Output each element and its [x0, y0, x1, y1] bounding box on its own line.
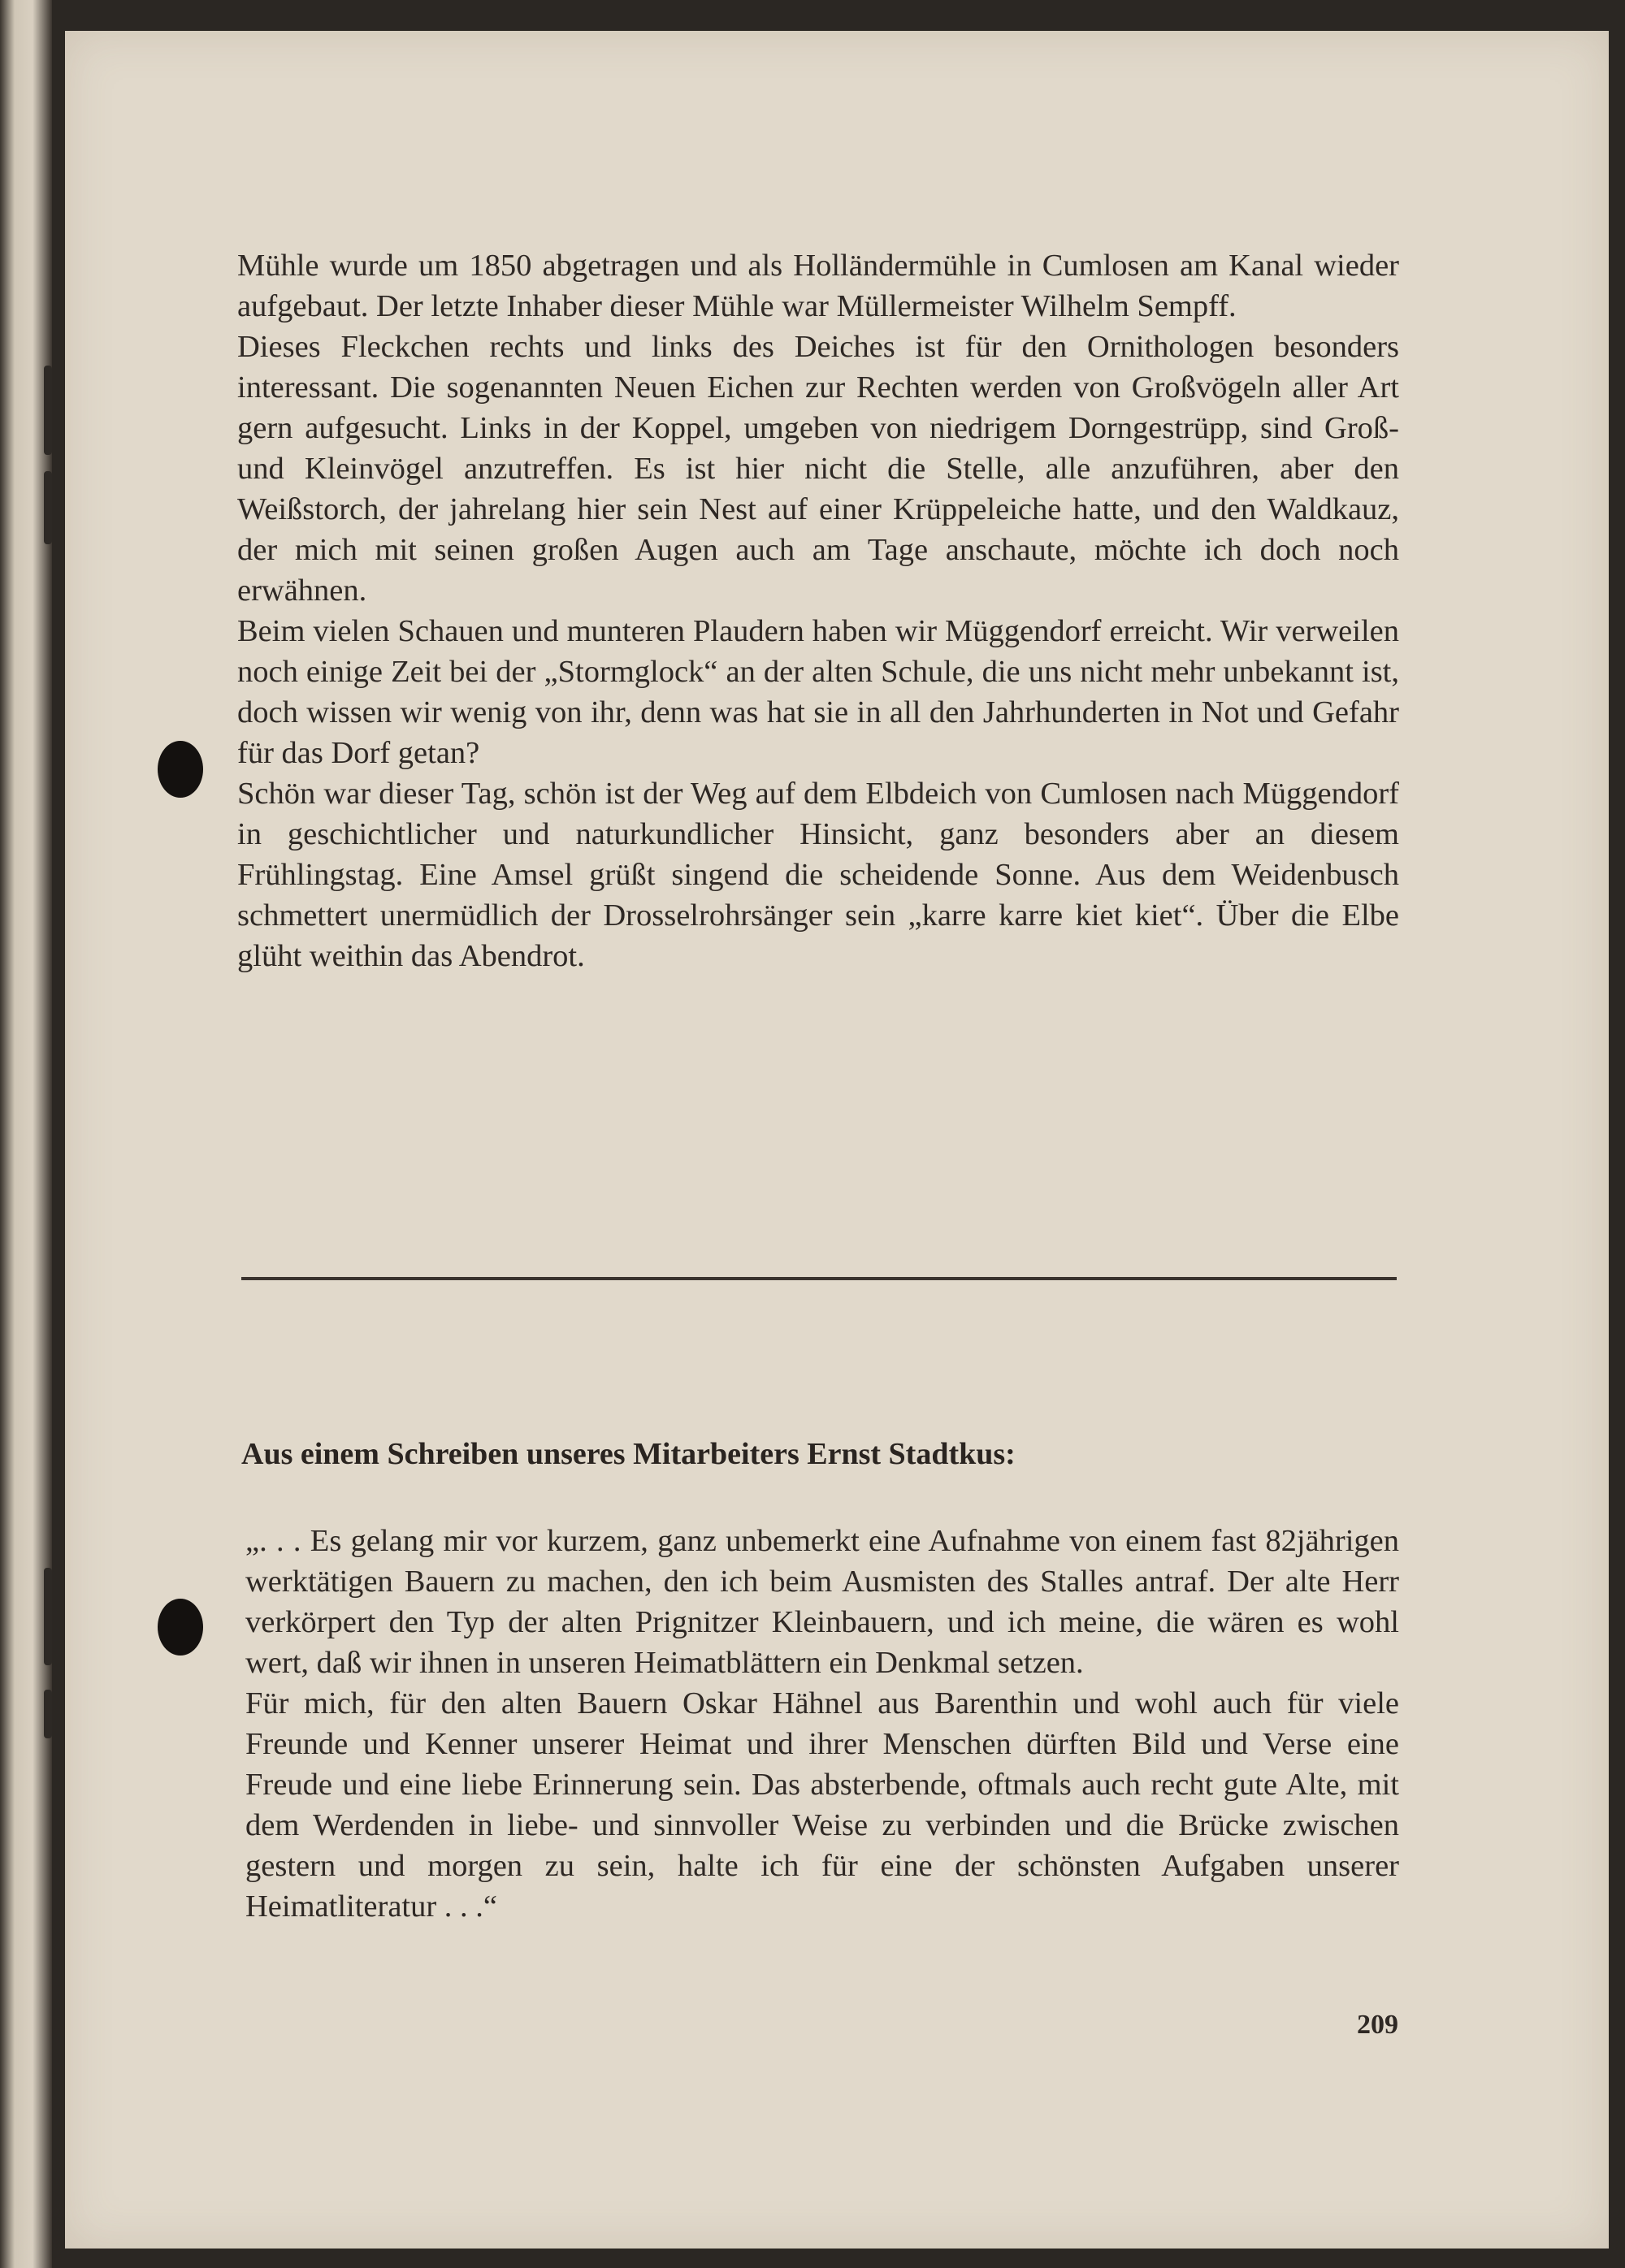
letter-heading: Aus einem Schreiben unseres Mitarbeiters Ernst Stadtkus:	[241, 1437, 1016, 1471]
letter-paragraph: „. . . Es gelang mir vor kurzem, ganz unbemerkt eine Aufnahme von einem fast 82jährigen werktätigen Bauern zu machen, den ich beim Ausmisten des Stalles antraf. Der alte Herr verkörpert den Typ der alten Prignitzer Kleinbauern, und ich meine, die wären es wohl wert, daß wir ihnen in unseren Heimatblättern ein Denkmal setzen.	[245, 1524, 1399, 1680]
letter-text	[245, 1521, 1399, 1927]
staple-mark	[44, 366, 52, 455]
staple-mark	[44, 1690, 52, 1738]
section-divider	[241, 1277, 1397, 1280]
punch-hole	[158, 1599, 203, 1656]
body-text	[237, 245, 1399, 976]
body-paragraph: Schön war dieser Tag, schön ist der Weg auf dem Elbdeich von Cumlosen nach Müggendorf in geschichtlicher und naturkundlicher Hinsicht, ganz besonders aber an diesem Frühlingstag. Eine Amsel grüßt singend die scheidende Sonne. Aus dem Weidenbusch schmettert unermüdlich der Drosselrohrsänger sein „karre karre kiet kiet“. Über die Elbe glüht weithin das Abendrot.	[237, 777, 1399, 973]
body-paragraph: Dieses Fleckchen rechts und links des Deiches ist für den Ornithologen besonders interessant. Die sogenannten Neuen Eichen zur Rechten werden von Großvögeln aller Art gern aufgesucht. Links in der Koppel, umgeben von niedrigem Dorngestrüpp, sind Groß- und Kleinvögel anzutreffen. Es ist hier nicht die Stelle, alle anzuführen, aber den Weißstorch, der jahrelang hier sein Nest auf einer Krüppeleiche hatte, und den Waldkauz, der mich mit seinen großen Augen auch am Tage anschaute, möchte ich doch noch erwähnen.	[237, 330, 1399, 608]
binding-edge	[0, 0, 52, 2268]
body-paragraph: Mühle wurde um 1850 abgetragen und als Holländermühle in Cumlosen am Kanal wieder aufgebaut. Der letzte Inhaber dieser Mühle war Müllermeister Wilhelm Sempff.	[237, 249, 1399, 323]
page-number: 209	[1357, 2010, 1398, 2040]
punch-hole	[158, 741, 203, 798]
staple-mark	[44, 1568, 52, 1665]
letter-paragraph: Für mich, für den alten Bauern Oskar Hähnel aus Barenthin und wohl auch für viele Freunde und Kenner unserer Heimat und ihrer Menschen dürften Bild und Verse eine Freude und eine liebe Erinnerung sein. Das absterbende, oftmals auch recht gute Alte, mit dem Werdenden in liebe- und sinnvoller Weise zu verbinden und die Brücke zwischen gestern und morgen zu sein, halte ich für eine der schönsten Aufgaben unserer Heimatliteratur . . .“	[245, 1686, 1399, 1924]
staple-mark	[44, 471, 52, 544]
body-paragraph: Beim vielen Schauen und munteren Plaudern haben wir Müggendorf erreicht. Wir verweilen noch einige Zeit bei der „Stormglock“ an der alten Schule, die uns nicht mehr unbekannt ist, doch wissen wir wenig von ihr, denn was hat sie in all den Jahrhunderten in Not und Gefahr für das Dorf getan?	[237, 614, 1399, 770]
